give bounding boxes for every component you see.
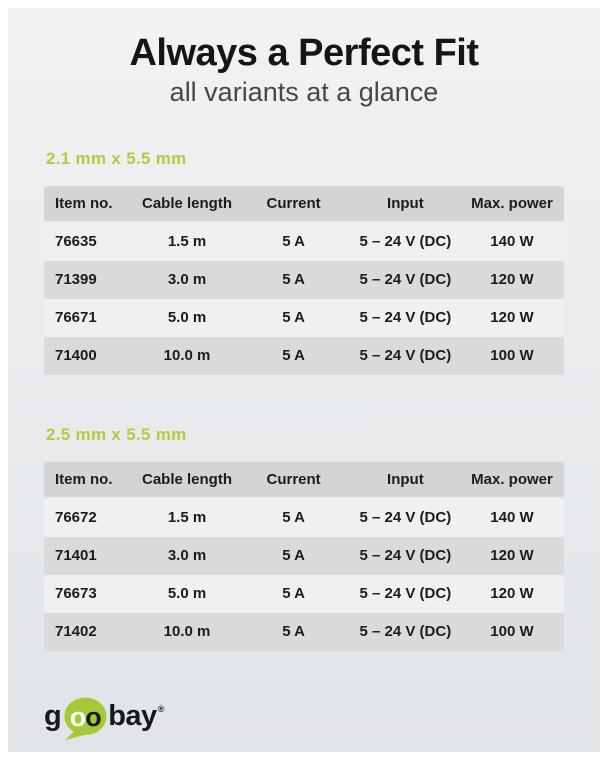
logo-o-black: o bbox=[85, 701, 101, 732]
header-row bbox=[44, 462, 564, 499]
column-header: Cable length bbox=[138, 186, 237, 223]
speech-bubble-icon bbox=[62, 697, 108, 741]
table-cell: 1.5 m bbox=[138, 499, 237, 537]
table-cell: 120 W bbox=[460, 299, 564, 337]
table-cell: 5 – 24 V (DC) bbox=[351, 613, 460, 651]
variant-size-label: 2.5 mm x 5.5 mm bbox=[46, 424, 187, 444]
table-row bbox=[44, 537, 564, 575]
table-cell: 71402 bbox=[44, 613, 138, 651]
table-cell: 5 A bbox=[236, 537, 350, 575]
column-header: Current bbox=[236, 462, 350, 499]
table-cell: 5 A bbox=[236, 575, 350, 613]
column-header: Current bbox=[236, 186, 350, 223]
table-cell: 120 W bbox=[460, 261, 564, 299]
table-cell: 76635 bbox=[44, 223, 138, 261]
table-cell: 5 – 24 V (DC) bbox=[351, 299, 460, 337]
registered-trademark-symbol: ® bbox=[157, 704, 165, 714]
table-cell: 100 W bbox=[460, 613, 564, 651]
page-title: Always a Perfect Fit bbox=[129, 32, 479, 74]
table-cell: 71399 bbox=[44, 261, 138, 299]
table-cell: 5 – 24 V (DC) bbox=[351, 499, 460, 537]
table-cell: 10.0 m bbox=[138, 613, 237, 651]
column-header: Input bbox=[351, 186, 460, 223]
tables-region bbox=[8, 149, 600, 651]
column-header: Input bbox=[351, 462, 460, 499]
table-cell: 71400 bbox=[44, 337, 138, 375]
page-subtitle: all variants at a glance bbox=[169, 76, 439, 107]
column-header: Max. power bbox=[460, 186, 564, 223]
table-cell: 76673 bbox=[44, 575, 138, 613]
table-cell: 3.0 m bbox=[138, 261, 237, 299]
table-cell: 10.0 m bbox=[138, 337, 237, 375]
table-cell: 71401 bbox=[44, 537, 138, 575]
table-row bbox=[44, 613, 564, 651]
table-cell: 100 W bbox=[460, 337, 564, 375]
variant-table bbox=[44, 462, 564, 651]
table-cell: 5.0 m bbox=[138, 575, 237, 613]
infographic-panel bbox=[8, 8, 600, 752]
table-cell: 5 A bbox=[236, 337, 350, 375]
table-cell: 76672 bbox=[44, 499, 138, 537]
table-cell: 5 A bbox=[236, 299, 350, 337]
logo-double-o bbox=[62, 700, 108, 734]
column-header: Item no. bbox=[44, 462, 138, 499]
table-cell: 140 W bbox=[460, 499, 564, 537]
table-cell: 5 – 24 V (DC) bbox=[351, 575, 460, 613]
table-cell: 140 W bbox=[460, 223, 564, 261]
logo-o-white: o bbox=[69, 701, 86, 732]
table-cell: 5.0 m bbox=[138, 299, 237, 337]
table-cell: 5 – 24 V (DC) bbox=[351, 537, 460, 575]
variant-size-label: 2.1 mm x 5.5 mm bbox=[46, 148, 187, 168]
table-cell: 76671 bbox=[44, 299, 138, 337]
table-cell: 5 A bbox=[236, 499, 350, 537]
goobay-logo bbox=[44, 695, 164, 743]
variant-table bbox=[44, 186, 564, 375]
table-row bbox=[44, 499, 564, 537]
table-row bbox=[44, 261, 564, 299]
table-cell: 5 A bbox=[236, 223, 350, 261]
table-row bbox=[44, 575, 564, 613]
table-row bbox=[44, 337, 564, 375]
table-row bbox=[44, 223, 564, 261]
table-cell: 3.0 m bbox=[138, 537, 237, 575]
table-cell: 5 – 24 V (DC) bbox=[351, 337, 460, 375]
table-cell: 5 – 24 V (DC) bbox=[351, 223, 460, 261]
column-header: Item no. bbox=[44, 186, 138, 223]
table-cell: 5 – 24 V (DC) bbox=[351, 261, 460, 299]
table-row bbox=[44, 299, 564, 337]
column-header: Max. power bbox=[460, 462, 564, 499]
column-header: Cable length bbox=[138, 462, 237, 499]
variant-section bbox=[8, 425, 600, 651]
table-cell: 5 A bbox=[236, 613, 350, 651]
table-cell: 120 W bbox=[460, 575, 564, 613]
variant-section bbox=[8, 149, 600, 375]
table-cell: 1.5 m bbox=[138, 223, 237, 261]
table-cell: 5 A bbox=[236, 261, 350, 299]
logo-letters-bay: bay bbox=[108, 699, 157, 732]
header-row bbox=[44, 186, 564, 223]
table-cell: 120 W bbox=[460, 537, 564, 575]
logo-letter-g: g bbox=[44, 699, 62, 732]
